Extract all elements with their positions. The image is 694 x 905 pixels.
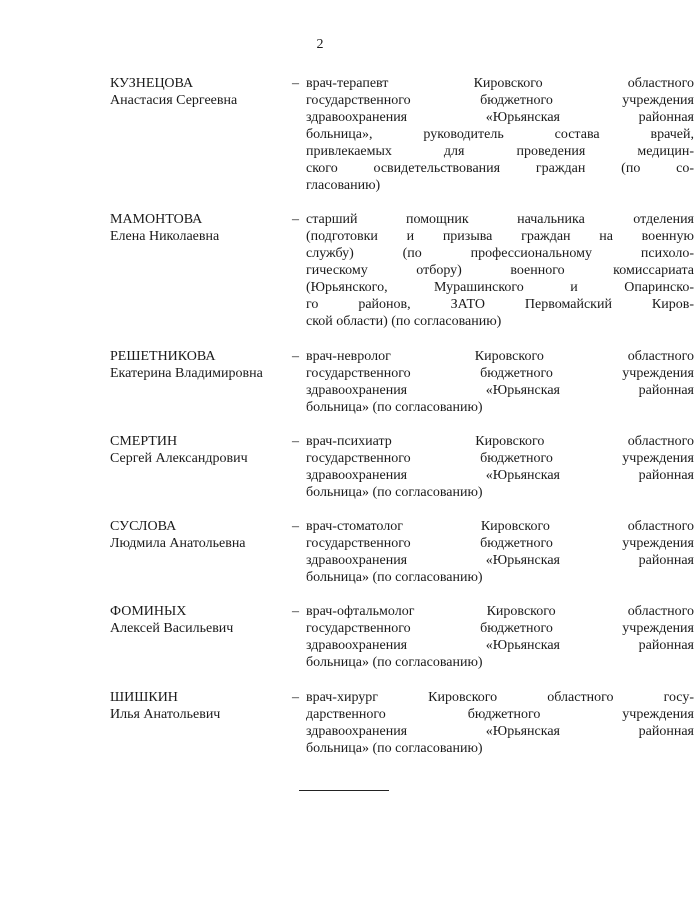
description-line: государственного бюджетного учреждения <box>306 621 694 636</box>
description-line: государственного бюджетного учреждения <box>306 536 694 551</box>
description-line: ского освидетельствования граждан (по со- <box>306 161 694 176</box>
dash-separator: – <box>292 76 299 91</box>
description-line: здравоохранения «Юрьянская районная <box>306 638 694 653</box>
description-line: врач-хирург Кировского областного госу- <box>306 690 694 705</box>
member-given-names: Людмила Анатольевна <box>110 536 246 551</box>
member-surname: ФОМИНЫХ <box>110 604 187 619</box>
dash-separator: – <box>292 690 299 705</box>
dash-separator: – <box>292 349 299 364</box>
description-line: больница» (по согласованию) <box>306 655 483 670</box>
description-line: государственного бюджетного учреждения <box>306 366 694 381</box>
member-given-names: Елена Николаевна <box>110 229 220 244</box>
description-line: врач-терапевт Кировского областного <box>306 76 694 91</box>
member-name <box>110 75 285 109</box>
member-role-description <box>306 348 694 416</box>
description-line: здравоохранения «Юрьянская районная <box>306 724 694 739</box>
description-line: дарственного бюджетного учреждения <box>306 707 694 722</box>
member-surname: СУСЛОВА <box>110 519 177 534</box>
member-surname: СМЕРТИН <box>110 434 178 449</box>
description-line: врач-невролог Кировского областного <box>306 349 694 364</box>
member-name <box>110 518 285 552</box>
description-line: государственного бюджетного учреждения <box>306 93 694 108</box>
description-line: (Юрьянского, Мурашинского и Опаринско- <box>306 280 694 295</box>
description-line: гическому отбору) военного комиссариата <box>306 263 694 278</box>
member-given-names: Анастасия Сергеевна <box>110 93 238 108</box>
member-given-names: Екатерина Владимировна <box>110 366 263 381</box>
dash-separator: – <box>292 212 299 227</box>
description-line: здравоохранения «Юрьянская районная <box>306 468 694 483</box>
description-line: старший помощник начальника отделения <box>306 212 694 227</box>
member-role-description <box>306 518 694 586</box>
description-line: врач-офтальмолог Кировского областного <box>306 604 694 619</box>
description-line: здравоохранения «Юрьянская районная <box>306 553 694 568</box>
description-line: привлекаемых для проведения медицин- <box>306 144 694 159</box>
description-line: го районов, ЗАТО Первомайский Киров- <box>306 297 694 312</box>
member-surname: ШИШКИН <box>110 690 178 705</box>
member-surname: РЕШЕТНИКОВА <box>110 349 216 364</box>
member-given-names: Алексей Васильевич <box>110 621 234 636</box>
page-number: 2 <box>316 37 324 52</box>
member-given-names: Сергей Александрович <box>110 451 248 466</box>
dash-separator: – <box>292 604 299 619</box>
description-line: службу) (по профессиональному психоло- <box>306 246 694 261</box>
member-given-names: Илья Анатольевич <box>110 707 221 722</box>
member-role-description <box>306 603 694 671</box>
description-line: (подготовки и призыва граждан на военную <box>306 229 694 244</box>
description-line: здравоохранения «Юрьянская районная <box>306 110 694 125</box>
description-line: здравоохранения «Юрьянская районная <box>306 383 694 398</box>
description-line: больница» (по согласованию) <box>306 570 483 585</box>
member-name <box>110 348 285 382</box>
dash-separator: – <box>292 434 299 449</box>
closing-rule <box>299 790 389 791</box>
dash-separator: – <box>292 519 299 534</box>
member-role-description <box>306 211 694 330</box>
member-surname: КУЗНЕЦОВА <box>110 76 194 91</box>
member-name <box>110 689 285 723</box>
description-line: врач-психиатр Кировского областного <box>306 434 694 449</box>
member-name <box>110 603 285 637</box>
description-line: гласованию) <box>306 178 381 193</box>
description-line: ской области) (по согласованию) <box>306 314 502 329</box>
member-name <box>110 211 285 245</box>
description-line: больница» (по согласованию) <box>306 485 483 500</box>
description-line: больница», руководитель состава врачей, <box>306 127 694 142</box>
description-line: больница» (по согласованию) <box>306 400 483 415</box>
member-role-description <box>306 75 694 194</box>
member-role-description <box>306 689 694 757</box>
description-line: врач-стоматолог Кировского областного <box>306 519 694 534</box>
description-line: государственного бюджетного учреждения <box>306 451 694 466</box>
member-name <box>110 433 285 467</box>
description-line: больница» (по согласованию) <box>306 741 483 756</box>
member-role-description <box>306 433 694 501</box>
member-surname: МАМОНТОВА <box>110 212 203 227</box>
